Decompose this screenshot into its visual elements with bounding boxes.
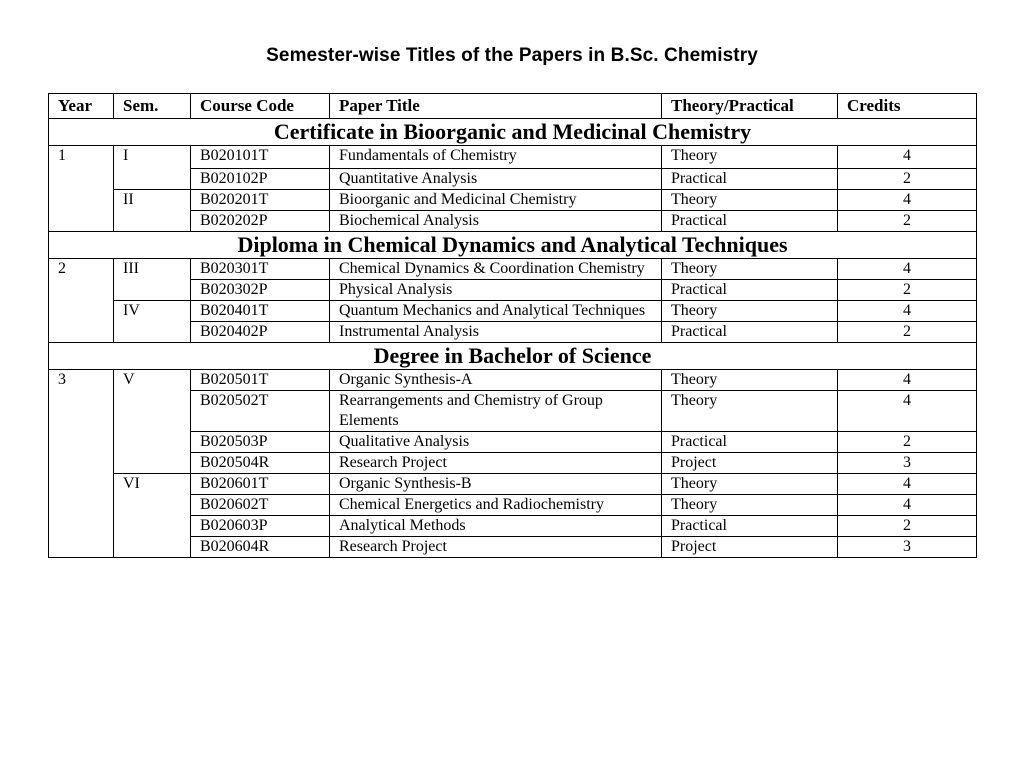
table-row <box>49 210 977 231</box>
credits-cell: 4 <box>838 300 977 321</box>
type-cell: Project <box>662 536 838 557</box>
table-row <box>49 515 977 536</box>
paper-title-cell: Quantitative Analysis <box>330 168 662 189</box>
course-code-cell: B020504R <box>191 452 330 473</box>
paper-title-cell: Fundamentals of Chemistry <box>330 146 662 169</box>
paper-title-cell: Chemical Energetics and Radiochemistry <box>330 494 662 515</box>
table-row <box>49 279 977 300</box>
sem-cell: IV <box>114 300 191 321</box>
credits-cell: 3 <box>838 536 977 557</box>
table-row <box>49 390 977 431</box>
course-code-cell: B020602T <box>191 494 330 515</box>
credits-cell: 2 <box>838 431 977 452</box>
table-row <box>49 321 977 342</box>
sem-cell <box>114 452 191 473</box>
course-code-cell: B020603P <box>191 515 330 536</box>
theory-practical-header: Theory/Practical <box>662 94 838 119</box>
paper-title-cell: Research Project <box>330 536 662 557</box>
papers-table <box>48 93 977 558</box>
paper-title-cell: Qualitative Analysis <box>330 431 662 452</box>
table-row <box>49 536 977 557</box>
sem-header: Sem. <box>114 94 191 119</box>
paper-title-cell: Quantum Mechanics and Analytical Techniques <box>330 300 662 321</box>
credits-cell: 4 <box>838 390 977 431</box>
paper-title-cell: Physical Analysis <box>330 279 662 300</box>
type-cell: Theory <box>662 494 838 515</box>
year-cell <box>49 300 114 321</box>
section-heading: Certificate in Bioorganic and Medicinal Chemistry <box>49 119 977 146</box>
sem-cell <box>114 279 191 300</box>
paper-title-cell: Organic Synthesis-A <box>330 369 662 390</box>
year-cell <box>49 210 114 231</box>
course-code-cell: B020601T <box>191 473 330 494</box>
table-row <box>49 369 977 390</box>
credits-cell: 3 <box>838 452 977 473</box>
year-cell <box>49 515 114 536</box>
table-row <box>49 189 977 210</box>
course-code-cell: B020101T <box>191 146 330 169</box>
year-cell <box>49 494 114 515</box>
year-cell <box>49 189 114 210</box>
credits-cell: 4 <box>838 369 977 390</box>
table-row <box>49 146 977 169</box>
section-heading-row <box>49 231 977 258</box>
sem-cell: V <box>114 369 191 390</box>
sem-cell <box>114 494 191 515</box>
year-cell: 3 <box>49 369 114 390</box>
credits-cell: 4 <box>838 473 977 494</box>
year-cell <box>49 431 114 452</box>
type-cell: Practical <box>662 431 838 452</box>
credits-cell: 4 <box>838 258 977 279</box>
table-row <box>49 300 977 321</box>
type-cell: Theory <box>662 146 838 169</box>
credits-cell: 4 <box>838 494 977 515</box>
type-cell: Practical <box>662 515 838 536</box>
sem-cell <box>114 321 191 342</box>
credits-cell: 2 <box>838 210 977 231</box>
course-code-cell: B020502T <box>191 390 330 431</box>
credits-cell: 2 <box>838 279 977 300</box>
sem-cell <box>114 431 191 452</box>
sem-cell <box>114 536 191 557</box>
section-heading: Diploma in Chemical Dynamics and Analytical Techniques <box>49 231 977 258</box>
table-row <box>49 168 977 189</box>
type-cell: Practical <box>662 210 838 231</box>
year-cell <box>49 321 114 342</box>
sem-cell <box>114 168 191 189</box>
section-heading-row <box>49 342 977 369</box>
sem-cell <box>114 515 191 536</box>
paper-title-cell: Rearrangements and Chemistry of Group Elements <box>330 390 662 431</box>
section-heading: Degree in Bachelor of Science <box>49 342 977 369</box>
year-cell <box>49 536 114 557</box>
year-cell <box>49 452 114 473</box>
sem-cell: VI <box>114 473 191 494</box>
year-header: Year <box>49 94 114 119</box>
year-cell <box>49 473 114 494</box>
course-code-cell: B020302P <box>191 279 330 300</box>
type-cell: Theory <box>662 369 838 390</box>
type-cell: Theory <box>662 189 838 210</box>
sem-cell: III <box>114 258 191 279</box>
year-cell: 1 <box>49 146 114 169</box>
credits-cell: 2 <box>838 515 977 536</box>
year-cell <box>49 279 114 300</box>
table-row <box>49 452 977 473</box>
paper-title-cell: Chemical Dynamics & Coordination Chemistry <box>330 258 662 279</box>
credits-cell: 2 <box>838 321 977 342</box>
credits-cell: 2 <box>838 168 977 189</box>
course-code-cell: B020301T <box>191 258 330 279</box>
type-cell: Theory <box>662 300 838 321</box>
paper-title-cell: Instrumental Analysis <box>330 321 662 342</box>
paper-title-cell: Bioorganic and Medicinal Chemistry <box>330 189 662 210</box>
year-cell <box>49 390 114 431</box>
table-row <box>49 258 977 279</box>
sem-cell: II <box>114 189 191 210</box>
sem-cell: I <box>114 146 191 169</box>
type-cell: Theory <box>662 258 838 279</box>
course-code-cell: B020201T <box>191 189 330 210</box>
section-heading-row <box>49 119 977 146</box>
table-row <box>49 494 977 515</box>
paper-title-header: Paper Title <box>330 94 662 119</box>
credits-cell: 4 <box>838 189 977 210</box>
paper-title-cell: Organic Synthesis-B <box>330 473 662 494</box>
type-cell: Practical <box>662 279 838 300</box>
course-code-header: Course Code <box>191 94 330 119</box>
paper-title-cell: Biochemical Analysis <box>330 210 662 231</box>
course-code-cell: B020401T <box>191 300 330 321</box>
paper-title-cell: Analytical Methods <box>330 515 662 536</box>
header-row <box>49 94 977 119</box>
type-cell: Practical <box>662 321 838 342</box>
type-cell: Practical <box>662 168 838 189</box>
course-code-cell: B020102P <box>191 168 330 189</box>
course-code-cell: B020402P <box>191 321 330 342</box>
document-title: Semester-wise Titles of the Papers in B.Sc. Chemistry <box>266 45 758 66</box>
type-cell: Theory <box>662 390 838 431</box>
type-cell: Theory <box>662 473 838 494</box>
type-cell: Project <box>662 452 838 473</box>
table-row <box>49 431 977 452</box>
paper-title-cell: Research Project <box>330 452 662 473</box>
course-code-cell: B020501T <box>191 369 330 390</box>
table-row <box>49 473 977 494</box>
credits-cell: 4 <box>838 146 977 169</box>
course-code-cell: B020604R <box>191 536 330 557</box>
year-cell: 2 <box>49 258 114 279</box>
year-cell <box>49 168 114 189</box>
credits-header: Credits <box>838 94 977 119</box>
course-code-cell: B020503P <box>191 431 330 452</box>
course-code-cell: B020202P <box>191 210 330 231</box>
sem-cell <box>114 390 191 431</box>
sem-cell <box>114 210 191 231</box>
